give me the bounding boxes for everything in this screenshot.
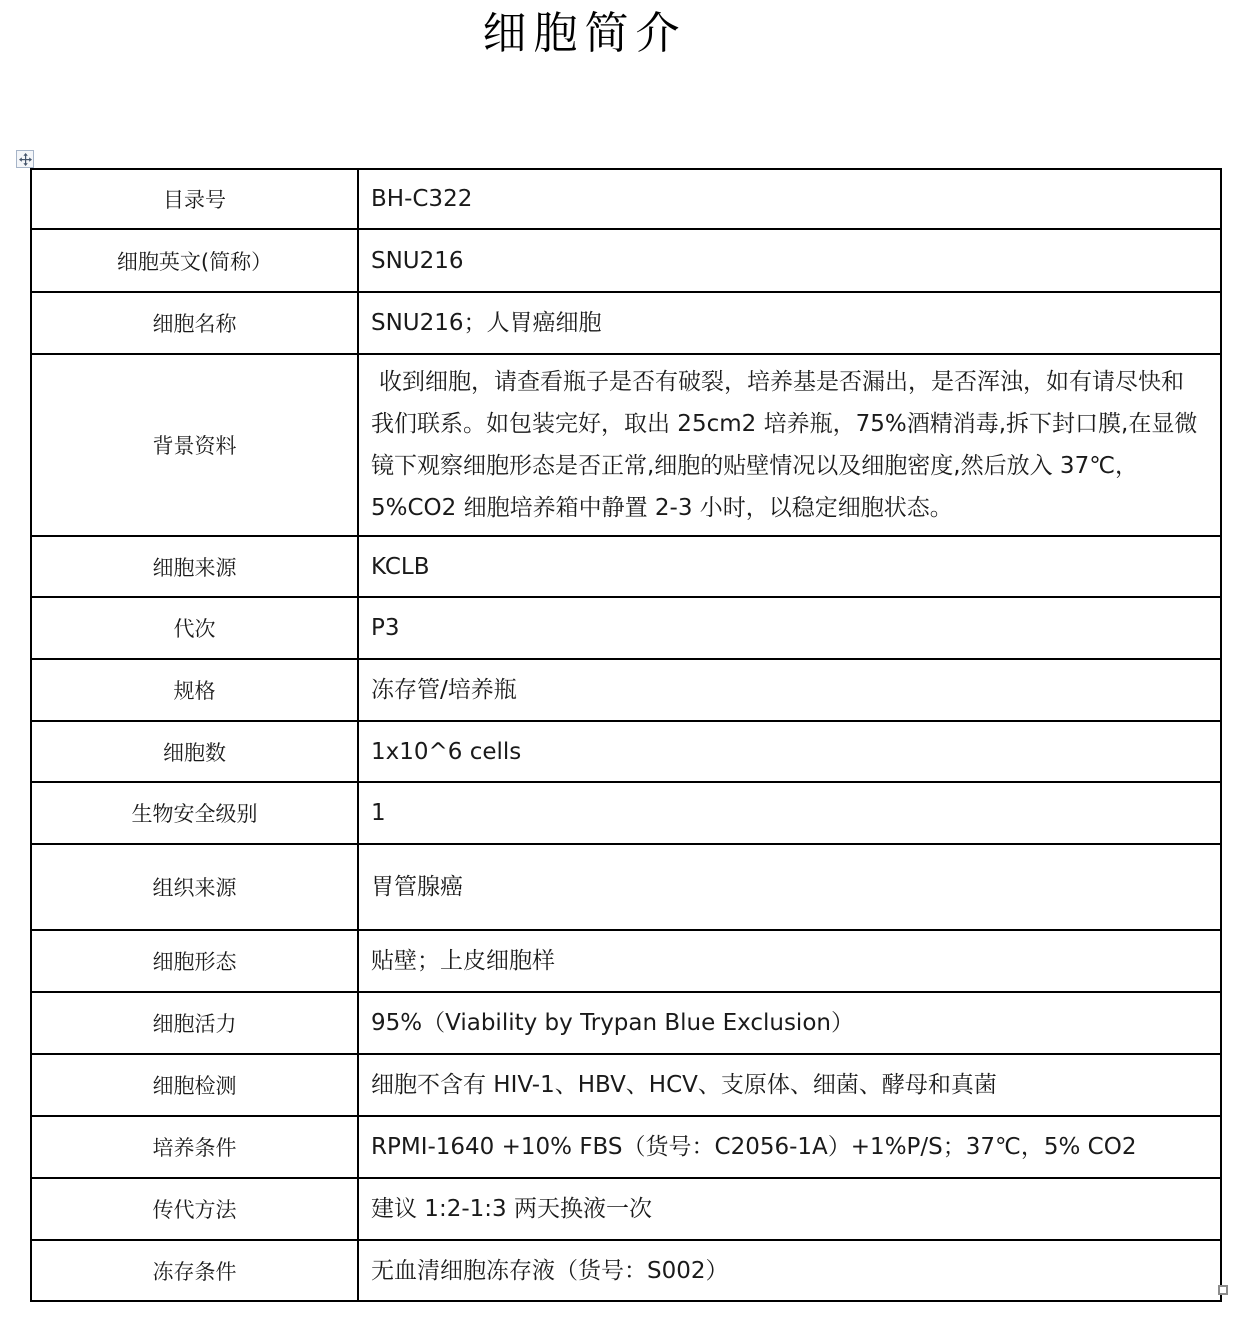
row-value: SNU216；人胃癌细胞 <box>358 292 1221 354</box>
row-value: 细胞不含有 HIV-1、HBV、HCV、支原体、细菌、酵母和真菌 <box>358 1054 1221 1116</box>
cell-info-table-body <box>31 169 1221 1301</box>
table-row <box>31 782 1221 844</box>
row-value: 1 <box>358 782 1221 844</box>
row-value: 建议 1:2-1:3 两天换液一次 <box>358 1178 1221 1240</box>
row-label: 细胞来源 <box>31 536 358 597</box>
row-value: KCLB <box>358 536 1221 597</box>
table-move-handle[interactable] <box>16 150 34 168</box>
row-label: 冻存条件 <box>31 1240 358 1301</box>
row-value: RPMI-1640 +10% FBS（货号：C2056-1A）+1%P/S；37℃，5% CO2 <box>358 1116 1221 1178</box>
row-label: 细胞检测 <box>31 1054 358 1116</box>
row-value: 无血清细胞冻存液（货号：S002） <box>358 1240 1221 1301</box>
row-label: 生物安全级别 <box>31 782 358 844</box>
row-value: 1x10^6 cells <box>358 721 1221 782</box>
row-label: 代次 <box>31 597 358 659</box>
row-label: 培养条件 <box>31 1116 358 1178</box>
row-label: 背景资料 <box>31 354 358 536</box>
row-label: 细胞名称 <box>31 292 358 354</box>
table-row <box>31 292 1221 354</box>
row-value: SNU216 <box>358 229 1221 292</box>
row-value: 95%（Viability by Trypan Blue Exclusion） <box>358 992 1221 1054</box>
table-row <box>31 229 1221 292</box>
table-row <box>31 354 1221 536</box>
row-label: 细胞活力 <box>31 992 358 1054</box>
cell-info-table <box>30 168 1222 1302</box>
row-label: 细胞数 <box>31 721 358 782</box>
row-value: 收到细胞，请查看瓶子是否有破裂，培养基是否漏出，是否浑浊，如有请尽快和我们联系。如包装完好，取出 25cm2 培养瓶，75%酒精消毒,拆下封口膜,在显微镜下观察细胞形态是否正常,细胞的贴壁情况以及细胞密度,然后放入 37℃，5%CO2 细胞培养箱中静置 2-3 小时，以稳定细胞状态。 <box>358 354 1221 536</box>
row-label: 目录号 <box>31 169 358 229</box>
row-label: 细胞英文(简称） <box>31 229 358 292</box>
table-row <box>31 1116 1221 1178</box>
row-value: P3 <box>358 597 1221 659</box>
four-way-arrow-icon <box>19 153 32 166</box>
table-row <box>31 1054 1221 1116</box>
table-row <box>31 536 1221 597</box>
page-title: 细胞简介 <box>482 8 687 59</box>
table-resize-handle[interactable] <box>1218 1285 1228 1295</box>
table-row <box>31 659 1221 721</box>
row-label: 规格 <box>31 659 358 721</box>
row-value: 贴壁；上皮细胞样 <box>358 930 1221 992</box>
table-row <box>31 930 1221 992</box>
table-row <box>31 992 1221 1054</box>
table-row <box>31 597 1221 659</box>
row-label: 传代方法 <box>31 1178 358 1240</box>
table-row <box>31 721 1221 782</box>
row-label: 组织来源 <box>31 844 358 930</box>
row-label: 细胞形态 <box>31 930 358 992</box>
row-value: 胃管腺癌 <box>358 844 1221 930</box>
row-value: 冻存管/培养瓶 <box>358 659 1221 721</box>
row-value: BH-C322 <box>358 169 1221 229</box>
table-row <box>31 1240 1221 1301</box>
table-row <box>31 169 1221 229</box>
table-row <box>31 844 1221 930</box>
table-row <box>31 1178 1221 1240</box>
